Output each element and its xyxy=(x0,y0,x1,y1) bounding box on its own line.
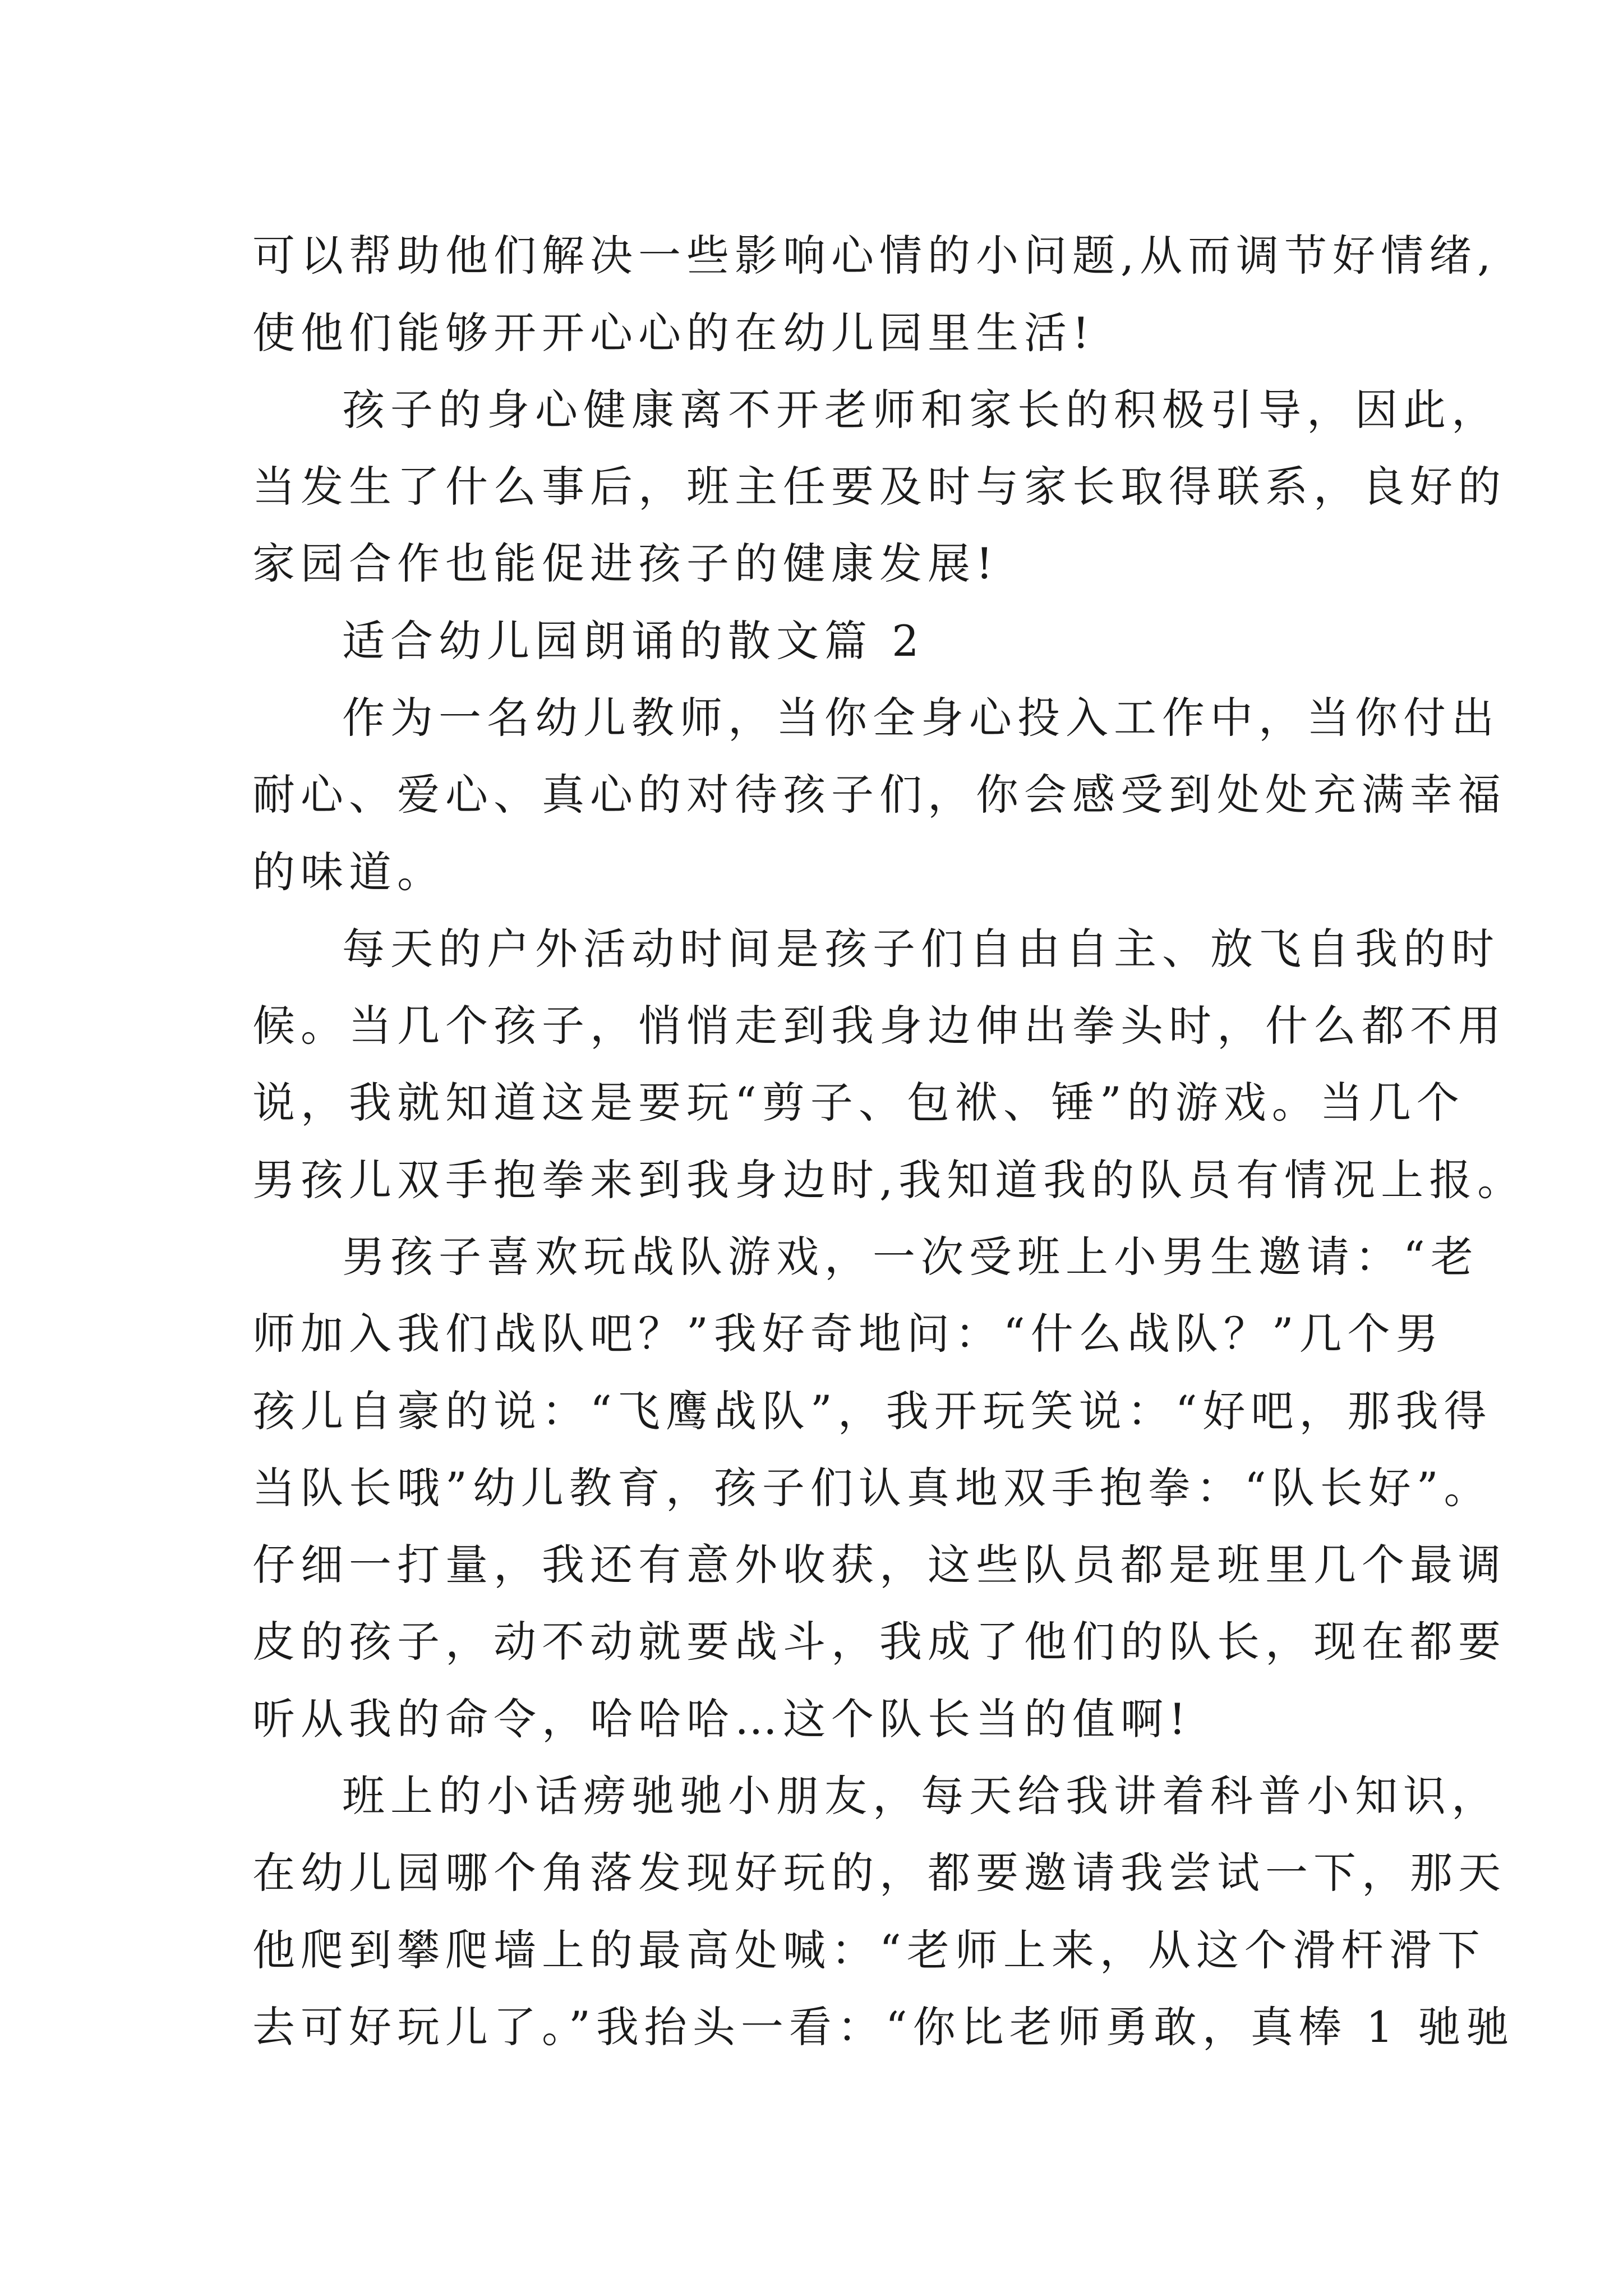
text-line: 耐心、爱心、真心的对待孩子们，你会感受到处处充满幸福 xyxy=(252,770,1506,820)
text-line: 听从我的命令，哈哈哈…这个队长当的值啊! xyxy=(252,1694,1192,1744)
text-line: 候。当几个孩子，悄悄走到我身边伸出拳头时，什么都不用 xyxy=(252,1001,1506,1051)
text-line: 男孩子喜欢玩战队游戏，一次受班上小男生邀请：“老 xyxy=(342,1232,1479,1282)
text-line: 皮的孩子，动不动就要战斗，我成了他们的队长，现在都要 xyxy=(252,1617,1506,1667)
text-line: 去可好玩儿了。”我抬头一看：“你比老师勇敢，真棒 1 驰驰 xyxy=(252,2002,1515,2052)
text-line: 孩儿自豪的说：“飞鹰战队”，我开玩笑说：“好吧，那我得 xyxy=(252,1386,1492,1436)
text-line: 的味道。 xyxy=(252,847,445,897)
text-line: 在幼儿园哪个角落发现好玩的，都要邀请我尝试一下，那天 xyxy=(252,1848,1506,1898)
text-line: 他爬到攀爬墙上的最高处喊：“老师上来，从这个滑杆滑下 xyxy=(252,1925,1486,1975)
text-line: 当队长哦”幼儿教育，孩子们认真地双手抱拳：“队长好”。 xyxy=(252,1463,1492,1513)
text-line: 仔细一打量，我还有意外收获，这些队员都是班里几个最调 xyxy=(252,1540,1506,1590)
text-line: 班上的小话痨驰驰小朋友，每天给我讲着科普小知识， xyxy=(342,1771,1500,1821)
text-line: 说，我就知道这是要玩“剪子、包袱、锤”的游戏。当几个 xyxy=(252,1078,1465,1128)
section-heading: 适合幼儿园朗诵的散文篇 2 xyxy=(342,616,925,666)
text-line: 每天的户外活动时间是孩子们自由自主、放飞自我的时 xyxy=(342,924,1500,974)
text-line: 孩子的身心健康离不开老师和家长的积极引导，因此， xyxy=(342,385,1500,435)
text-line: 男孩儿双手抱拳来到我身边时,我知道我的队员有情况上报。 xyxy=(252,1155,1526,1205)
text-line: 可以帮助他们解决一些影响心情的小问题,从而调节好情绪, xyxy=(252,231,1497,280)
text-line: 作为一名幼儿教师，当你全身心投入工作中，当你付出 xyxy=(342,693,1500,743)
text-line: 师加入我们战队吧？”我好奇地问：“什么战队？”几个男 xyxy=(252,1309,1444,1359)
text-line: 使他们能够开开心心的在幼儿园里生活! xyxy=(252,308,1095,358)
text-line: 当发生了什么事后，班主任要及时与家长取得联系，良好的 xyxy=(252,462,1506,512)
text-line: 家园合作也能促进孩子的健康发展! xyxy=(252,539,999,588)
